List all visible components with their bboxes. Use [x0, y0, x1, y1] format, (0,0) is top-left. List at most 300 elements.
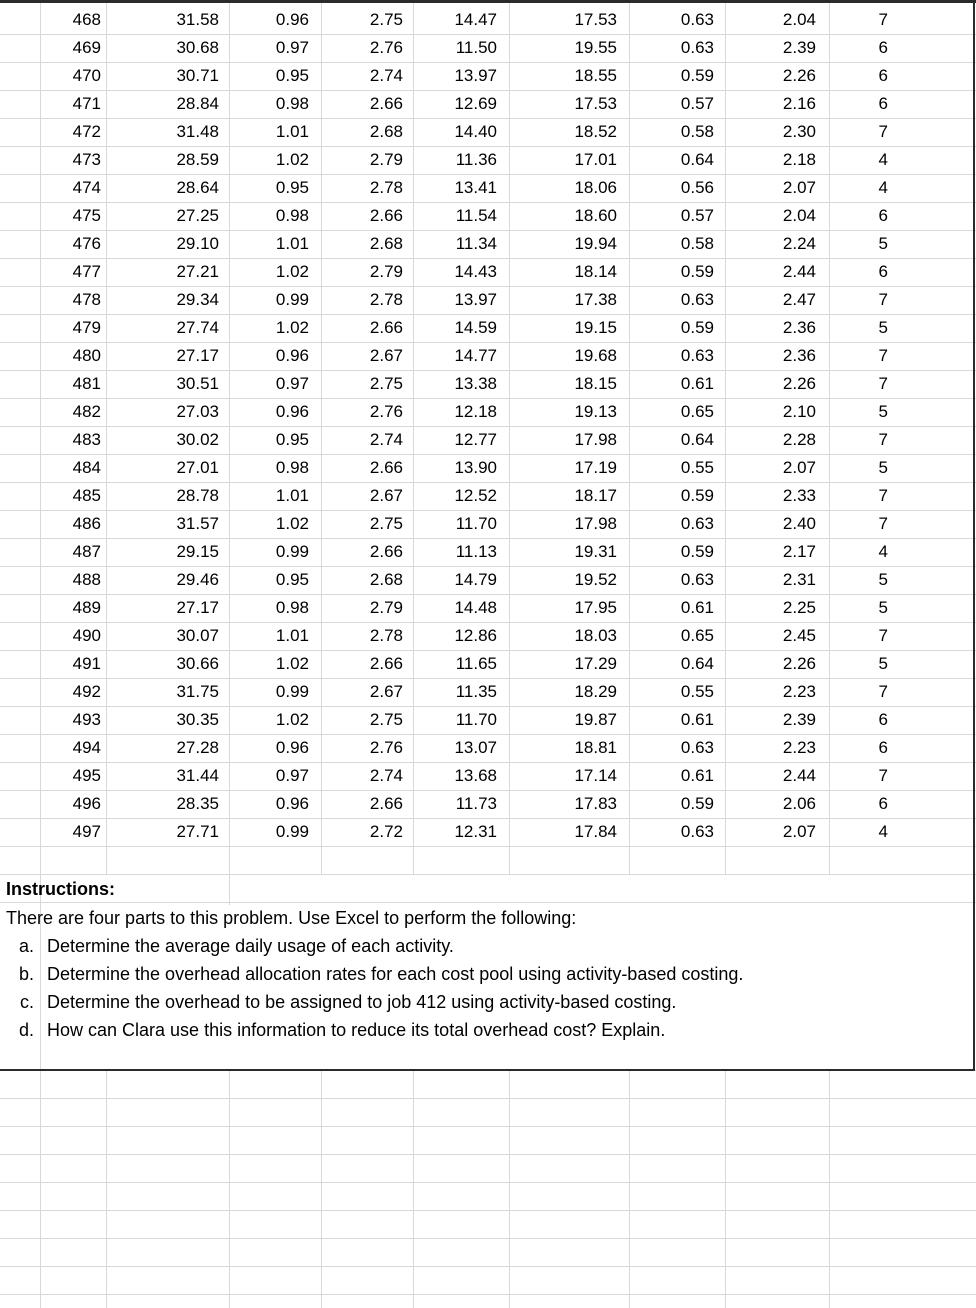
table-cell[interactable]: 0.99	[275, 542, 309, 561]
table-cell[interactable]: 17.95	[574, 598, 617, 617]
table-cell[interactable]: 1.02	[275, 262, 309, 281]
table-cell[interactable]: 14.79	[454, 570, 497, 589]
table-cell[interactable]: 29.46	[176, 570, 219, 589]
table-cell[interactable]: 19.55	[574, 38, 617, 57]
row-number-cell[interactable]: 468	[72, 10, 101, 29]
table-cell[interactable]: 18.81	[574, 738, 617, 757]
table-cell[interactable]: 11.36	[455, 150, 497, 169]
table-cell[interactable]: 17.14	[574, 766, 617, 785]
table-cell[interactable]: 7	[878, 514, 888, 533]
table-cell[interactable]: 2.79	[369, 262, 403, 281]
table-cell[interactable]: 17.84	[574, 822, 617, 841]
instruction-text: Determine the overhead to be assigned to job 412 using activity-based costing.	[47, 992, 677, 1012]
table-cell[interactable]: 18.03	[574, 626, 617, 645]
table-cell[interactable]: 2.67	[369, 682, 403, 701]
gridline-horizontal	[0, 902, 976, 903]
instruction-letter: d.	[18, 1020, 34, 1040]
row-number-cell[interactable]: 476	[72, 234, 101, 253]
table-cell[interactable]: 5	[878, 598, 888, 617]
table-cell[interactable]: 27.21	[176, 262, 219, 281]
table-cell[interactable]: 7	[878, 122, 888, 141]
table-cell[interactable]: 18.60	[574, 206, 617, 225]
table-cell[interactable]: 7	[878, 290, 888, 309]
table-cell[interactable]: 2.07	[782, 822, 816, 841]
row-number-cell[interactable]: 485	[72, 486, 101, 505]
table-cell[interactable]: 0.96	[275, 10, 309, 29]
table-cell[interactable]: 0.98	[275, 598, 309, 617]
table-cell[interactable]: 17.29	[574, 654, 617, 673]
row-number-cell[interactable]: 483	[72, 430, 101, 449]
table-cell[interactable]: 2.66	[369, 318, 403, 337]
row-number-cell[interactable]: 479	[72, 318, 101, 337]
table-cell[interactable]: 0.99	[275, 290, 309, 309]
table-cell[interactable]: 14.40	[454, 122, 497, 141]
table-cell[interactable]: 2.04	[782, 10, 816, 29]
table-cell[interactable]: 0.98	[275, 206, 309, 225]
table-cell[interactable]: 12.69	[454, 94, 497, 113]
table-cell[interactable]: 31.58	[176, 10, 219, 29]
table-cell[interactable]: 2.66	[369, 458, 403, 477]
table-cell[interactable]: 14.59	[454, 318, 497, 337]
table-cell[interactable]: 0.63	[680, 738, 714, 757]
table-cell[interactable]: 2.79	[369, 598, 403, 617]
row-number-cell[interactable]: 484	[72, 458, 101, 477]
table-cell[interactable]: 2.68	[369, 234, 403, 253]
table-cell[interactable]: 2.76	[369, 738, 403, 757]
table-cell[interactable]: 13.97	[454, 66, 497, 85]
table-cell[interactable]: 0.98	[275, 458, 309, 477]
table-cell[interactable]: 1.01	[275, 234, 309, 253]
table-cell[interactable]: 27.74	[176, 318, 219, 337]
table-cell[interactable]: 1.02	[275, 710, 309, 729]
table-cell[interactable]: 0.63	[680, 346, 714, 365]
row-number-cell[interactable]: 490	[72, 626, 101, 645]
table-cell[interactable]: 0.96	[275, 402, 309, 421]
table-cell[interactable]: 2.66	[369, 794, 403, 813]
table-cell[interactable]: 2.39	[782, 38, 816, 57]
table-cell[interactable]: 0.57	[680, 94, 714, 113]
instructions-intro: There are four parts to this problem. Use Excel to perform the following:	[6, 908, 577, 928]
row-number-cell[interactable]: 497	[72, 822, 101, 841]
gridline-vertical	[229, 1071, 230, 1308]
table-cell[interactable]: 1.02	[275, 654, 309, 673]
table-cell[interactable]: 0.95	[275, 430, 309, 449]
table-cell[interactable]: 2.39	[782, 710, 816, 729]
table-cell[interactable]: 0.95	[275, 178, 309, 197]
gridline-vertical	[829, 1071, 830, 1308]
table-cell[interactable]: 1.01	[275, 626, 309, 645]
row-number-cell[interactable]: 480	[72, 346, 101, 365]
row-number-cell[interactable]: 472	[72, 122, 101, 141]
table-cell[interactable]: 19.94	[574, 234, 617, 253]
table-cell[interactable]: 2.47	[782, 290, 816, 309]
table-cell[interactable]: 2.45	[782, 626, 816, 645]
table-cell[interactable]: 0.63	[680, 10, 714, 29]
table-cell[interactable]: 11.54	[455, 206, 497, 225]
table-cell[interactable]: 2.18	[782, 150, 816, 169]
table-cell[interactable]: 0.65	[680, 626, 714, 645]
table-cell[interactable]: 28.84	[176, 94, 219, 113]
table-cell[interactable]: 4	[878, 822, 888, 841]
table-cell[interactable]: 2.76	[369, 402, 403, 421]
instruction-text: Determine the overhead allocation rates for each cost pool using activity-based costing.	[47, 964, 744, 984]
gridline-vertical	[106, 1071, 107, 1308]
table-cell[interactable]: 12.18	[454, 402, 497, 421]
table-cell[interactable]: 5	[878, 402, 888, 421]
table-cell[interactable]: 30.68	[176, 38, 219, 57]
table-cell[interactable]: 17.98	[574, 514, 617, 533]
table-cell[interactable]: 2.31	[782, 570, 816, 589]
table-cell[interactable]: 29.10	[176, 234, 219, 253]
table-cell[interactable]: 2.10	[782, 402, 816, 421]
instruction-letter: a.	[18, 936, 34, 956]
table-cell[interactable]: 0.64	[680, 654, 714, 673]
table-cell[interactable]: 13.97	[454, 290, 497, 309]
table-cell[interactable]: 2.68	[369, 122, 403, 141]
table-cell[interactable]: 0.58	[680, 122, 714, 141]
gridline-vertical	[106, 0, 107, 875]
table-cell[interactable]: 18.29	[574, 682, 617, 701]
table-cell[interactable]: 2.40	[782, 514, 816, 533]
instruction-text: Determine the average daily usage of each activity.	[47, 936, 454, 956]
table-cell[interactable]: 0.97	[275, 38, 309, 57]
table-top-border	[0, 0, 976, 3]
table-cell[interactable]: 13.38	[454, 374, 497, 393]
table-cell[interactable]: 6	[878, 66, 888, 85]
table-cell[interactable]: 13.68	[454, 766, 497, 785]
row-number-cell[interactable]: 470	[72, 66, 101, 85]
table-cell[interactable]: 2.74	[369, 430, 403, 449]
table-cell[interactable]: 30.35	[176, 710, 219, 729]
row-number-cell[interactable]: 488	[72, 570, 101, 589]
table-cell[interactable]: 12.52	[454, 486, 497, 505]
table-cell[interactable]: 30.66	[176, 654, 219, 673]
table-cell[interactable]: 2.67	[369, 486, 403, 505]
gridline-horizontal	[0, 1294, 976, 1295]
table-cell[interactable]: 0.97	[275, 766, 309, 785]
table-cell[interactable]: 2.26	[782, 374, 816, 393]
table-cell[interactable]: 30.71	[176, 66, 219, 85]
table-cell[interactable]: 2.67	[369, 346, 403, 365]
table-cell[interactable]: 2.04	[782, 206, 816, 225]
table-cell[interactable]: 2.75	[369, 514, 403, 533]
table-cell[interactable]: 0.59	[680, 794, 714, 813]
table-cell[interactable]: 14.43	[454, 262, 497, 281]
row-number-cell[interactable]: 469	[72, 38, 101, 57]
table-cell[interactable]: 0.63	[680, 38, 714, 57]
table-cell[interactable]: 2.66	[369, 206, 403, 225]
table-cell[interactable]: 12.77	[454, 430, 497, 449]
table-cell[interactable]: 2.33	[782, 486, 816, 505]
table-cell[interactable]: 2.17	[782, 542, 816, 561]
table-cell[interactable]: 0.55	[680, 458, 714, 477]
table-cell[interactable]: 0.96	[275, 794, 309, 813]
table-cell[interactable]: 7	[878, 430, 888, 449]
table-cell[interactable]: 18.55	[574, 66, 617, 85]
table-cell[interactable]: 2.44	[782, 262, 816, 281]
row-number-cell[interactable]: 493	[72, 710, 101, 729]
table-cell[interactable]: 29.34	[176, 290, 219, 309]
table-cell[interactable]: 31.57	[176, 514, 219, 533]
table-cell[interactable]: 6	[878, 738, 888, 757]
table-cell[interactable]: 7	[878, 486, 888, 505]
table-cell[interactable]: 18.06	[574, 178, 617, 197]
row-number-cell[interactable]: 495	[72, 766, 101, 785]
table-cell[interactable]: 2.26	[782, 654, 816, 673]
table-cell[interactable]: 2.66	[369, 654, 403, 673]
table-cell[interactable]: 2.68	[369, 570, 403, 589]
table-bottom-border	[0, 1069, 975, 1071]
table-cell[interactable]: 7	[878, 346, 888, 365]
table-cell[interactable]: 27.28	[176, 738, 219, 757]
table-cell[interactable]: 11.13	[455, 542, 497, 561]
table-cell[interactable]: 0.63	[680, 570, 714, 589]
table-cell[interactable]: 2.66	[369, 542, 403, 561]
table-cell[interactable]: 0.56	[680, 178, 714, 197]
table-cell[interactable]: 0.99	[275, 822, 309, 841]
row-number-cell[interactable]: 482	[72, 402, 101, 421]
table-cell[interactable]: 27.25	[176, 206, 219, 225]
gridline-vertical	[229, 875, 230, 905]
table-cell[interactable]: 11.70	[455, 514, 497, 533]
table-cell[interactable]: 0.59	[680, 66, 714, 85]
table-cell[interactable]: 6	[878, 94, 888, 113]
table-cell[interactable]: 5	[878, 318, 888, 337]
table-cell[interactable]: 0.63	[680, 514, 714, 533]
table-cell[interactable]: 19.87	[574, 710, 617, 729]
table-cell[interactable]: 19.31	[574, 542, 617, 561]
table-cell[interactable]: 17.53	[574, 94, 617, 113]
table-cell[interactable]: 6	[878, 710, 888, 729]
gridline-horizontal	[0, 1126, 976, 1127]
table-cell[interactable]: 2.06	[782, 794, 816, 813]
gridline-vertical	[509, 1071, 510, 1308]
table-cell[interactable]: 17.38	[574, 290, 617, 309]
table-cell[interactable]: 5	[878, 654, 888, 673]
instruction-letter: b.	[18, 964, 34, 984]
row-number-cell[interactable]: 496	[72, 794, 101, 813]
instructions-title: Instructions:	[6, 879, 116, 899]
table-cell[interactable]: 27.71	[176, 822, 219, 841]
table-cell[interactable]: 2.28	[782, 430, 816, 449]
table-cell[interactable]: 29.15	[176, 542, 219, 561]
table-cell[interactable]: 17.83	[574, 794, 617, 813]
table-cell[interactable]: 2.76	[369, 38, 403, 57]
table-cell[interactable]: 4	[878, 542, 888, 561]
table-cell[interactable]: 0.59	[680, 318, 714, 337]
table-cell[interactable]: 7	[878, 682, 888, 701]
table-cell[interactable]: 17.98	[574, 430, 617, 449]
table-cell[interactable]: 7	[878, 374, 888, 393]
table-cell[interactable]: 19.15	[574, 318, 617, 337]
table-cell[interactable]: 27.01	[176, 458, 219, 477]
table-cell[interactable]: 27.17	[176, 346, 219, 365]
table-cell[interactable]: 0.61	[680, 766, 714, 785]
table-cell[interactable]: 1.02	[275, 318, 309, 337]
table-cell[interactable]: 0.59	[680, 542, 714, 561]
row-number-cell[interactable]: 471	[72, 94, 101, 113]
table-cell[interactable]: 2.36	[782, 346, 816, 365]
table-cell[interactable]: 0.63	[680, 290, 714, 309]
table-cell[interactable]: 0.64	[680, 150, 714, 169]
table-cell[interactable]: 17.01	[574, 150, 617, 169]
table-cell[interactable]: 30.07	[176, 626, 219, 645]
table-cell[interactable]: 1.01	[275, 122, 309, 141]
table-cell[interactable]: 7	[878, 626, 888, 645]
table-cell[interactable]: 31.48	[176, 122, 219, 141]
table-cell[interactable]: 6	[878, 794, 888, 813]
gridline-vertical	[509, 0, 510, 875]
table-cell[interactable]: 28.64	[176, 178, 219, 197]
table-cell[interactable]: 2.23	[782, 682, 816, 701]
table-cell[interactable]: 0.97	[275, 374, 309, 393]
table-cell[interactable]: 18.14	[574, 262, 617, 281]
table-cell[interactable]: 1.02	[275, 150, 309, 169]
table-cell[interactable]: 17.53	[574, 10, 617, 29]
table-cell[interactable]: 2.78	[369, 290, 403, 309]
table-cell[interactable]: 2.25	[782, 598, 816, 617]
table-cell[interactable]: 27.17	[176, 598, 219, 617]
table-cell[interactable]: 6	[878, 38, 888, 57]
table-cell[interactable]: 1.02	[275, 514, 309, 533]
table-cell[interactable]: 4	[878, 178, 888, 197]
gridline-horizontal	[0, 1154, 976, 1155]
gridline-vertical	[321, 1071, 322, 1308]
table-cell[interactable]: 2.78	[369, 626, 403, 645]
table-cell[interactable]: 0.95	[275, 66, 309, 85]
row-number-cell[interactable]: 492	[72, 682, 101, 701]
table-cell[interactable]: 5	[878, 234, 888, 253]
table-cell[interactable]: 0.59	[680, 486, 714, 505]
table-cell[interactable]: 11.34	[455, 234, 497, 253]
table-cell[interactable]: 2.07	[782, 458, 816, 477]
table-cell[interactable]: 11.70	[455, 710, 497, 729]
table-cell[interactable]: 2.78	[369, 178, 403, 197]
gridline-horizontal	[0, 874, 976, 875]
table-cell[interactable]: 13.07	[454, 738, 497, 757]
table-cell[interactable]: 18.15	[574, 374, 617, 393]
table-cell[interactable]: 12.31	[454, 822, 497, 841]
table-cell[interactable]: 2.75	[369, 374, 403, 393]
table-cell[interactable]: 0.99	[275, 682, 309, 701]
table-cell[interactable]: 28.59	[176, 150, 219, 169]
table-cell[interactable]: 0.61	[680, 374, 714, 393]
table-cell[interactable]: 2.66	[369, 94, 403, 113]
table-cell[interactable]: 2.79	[369, 150, 403, 169]
table-cell[interactable]: 7	[878, 766, 888, 785]
gridline-vertical	[629, 1071, 630, 1308]
table-cell[interactable]: 28.78	[176, 486, 219, 505]
row-number-cell[interactable]: 478	[72, 290, 101, 309]
row-number-cell[interactable]: 487	[72, 542, 101, 561]
table-cell[interactable]: 0.61	[680, 598, 714, 617]
table-cell[interactable]: 17.19	[574, 458, 617, 477]
row-number-cell[interactable]: 486	[72, 514, 101, 533]
table-cell[interactable]: 2.24	[782, 234, 816, 253]
table-cell[interactable]: 0.96	[275, 346, 309, 365]
table-cell[interactable]: 0.64	[680, 430, 714, 449]
table-cell[interactable]: 2.75	[369, 10, 403, 29]
table-cell[interactable]: 14.77	[454, 346, 497, 365]
table-cell[interactable]: 19.68	[574, 346, 617, 365]
row-number-cell[interactable]: 475	[72, 206, 101, 225]
table-cell[interactable]: 5	[878, 458, 888, 477]
gridline-horizontal	[0, 846, 976, 847]
table-cell[interactable]: 0.58	[680, 234, 714, 253]
table-cell[interactable]: 30.51	[176, 374, 219, 393]
table-cell[interactable]: 0.57	[680, 206, 714, 225]
table-cell[interactable]: 0.96	[275, 738, 309, 757]
table-cell[interactable]: 31.75	[176, 682, 219, 701]
table-right-border	[973, 0, 975, 1071]
table-cell[interactable]: 2.16	[782, 94, 816, 113]
table-cell[interactable]: 6	[878, 262, 888, 281]
table-cell[interactable]: 18.52	[574, 122, 617, 141]
row-number-cell[interactable]: 481	[72, 374, 101, 393]
table-cell[interactable]: 14.47	[454, 10, 497, 29]
table-cell[interactable]: 2.72	[369, 822, 403, 841]
instruction-text: How can Clara use this information to reduce its total overhead cost? Explain.	[47, 1020, 666, 1040]
table-cell[interactable]: 30.02	[176, 430, 219, 449]
table-cell[interactable]: 28.35	[176, 794, 219, 813]
instruction-letter: c.	[19, 992, 34, 1012]
table-cell[interactable]: 11.73	[455, 794, 497, 813]
row-number-cell[interactable]: 489	[72, 598, 101, 617]
table-cell[interactable]: 11.50	[455, 38, 497, 57]
row-number-cell[interactable]: 491	[72, 654, 101, 673]
table-cell[interactable]: 2.75	[369, 710, 403, 729]
row-number-cell[interactable]: 473	[72, 150, 101, 169]
table-cell[interactable]: 31.44	[176, 766, 219, 785]
table-cell[interactable]: 1.01	[275, 486, 309, 505]
table-cell[interactable]: 0.61	[680, 710, 714, 729]
table-cell[interactable]: 13.90	[454, 458, 497, 477]
table-cell[interactable]: 13.41	[454, 178, 497, 197]
table-cell[interactable]: 0.65	[680, 402, 714, 421]
row-number-cell[interactable]: 477	[72, 262, 101, 281]
table-cell[interactable]: 2.44	[782, 766, 816, 785]
table-cell[interactable]: 27.03	[176, 402, 219, 421]
table-cell[interactable]: 18.17	[574, 486, 617, 505]
table-cell[interactable]: 0.63	[680, 822, 714, 841]
table-cell[interactable]: 7	[878, 10, 888, 29]
row-number-cell[interactable]: 474	[72, 178, 101, 197]
table-cell[interactable]: 2.30	[782, 122, 816, 141]
table-cell[interactable]: 19.52	[574, 570, 617, 589]
table-cell[interactable]: 2.26	[782, 66, 816, 85]
table-cell[interactable]: 0.59	[680, 262, 714, 281]
table-cell[interactable]: 19.13	[574, 402, 617, 421]
table-cell[interactable]: 4	[878, 150, 888, 169]
table-cell[interactable]: 2.36	[782, 318, 816, 337]
row-number-cell[interactable]: 494	[72, 738, 101, 757]
table-cell[interactable]: 0.95	[275, 570, 309, 589]
table-cell[interactable]: 2.74	[369, 766, 403, 785]
table-cell[interactable]: 0.98	[275, 94, 309, 113]
table-cell[interactable]: 5	[878, 570, 888, 589]
table-cell[interactable]: 2.07	[782, 178, 816, 197]
table-cell[interactable]: 11.35	[455, 682, 497, 701]
table-cell[interactable]: 14.48	[454, 598, 497, 617]
table-cell[interactable]: 2.23	[782, 738, 816, 757]
table-cell[interactable]: 12.86	[454, 626, 497, 645]
gridline-horizontal	[0, 1098, 976, 1099]
table-cell[interactable]: 2.74	[369, 66, 403, 85]
table-cell[interactable]: 11.65	[455, 654, 497, 673]
table-cell[interactable]: 6	[878, 206, 888, 225]
gridline-horizontal	[0, 1266, 976, 1267]
table-cell[interactable]: 0.55	[680, 682, 714, 701]
